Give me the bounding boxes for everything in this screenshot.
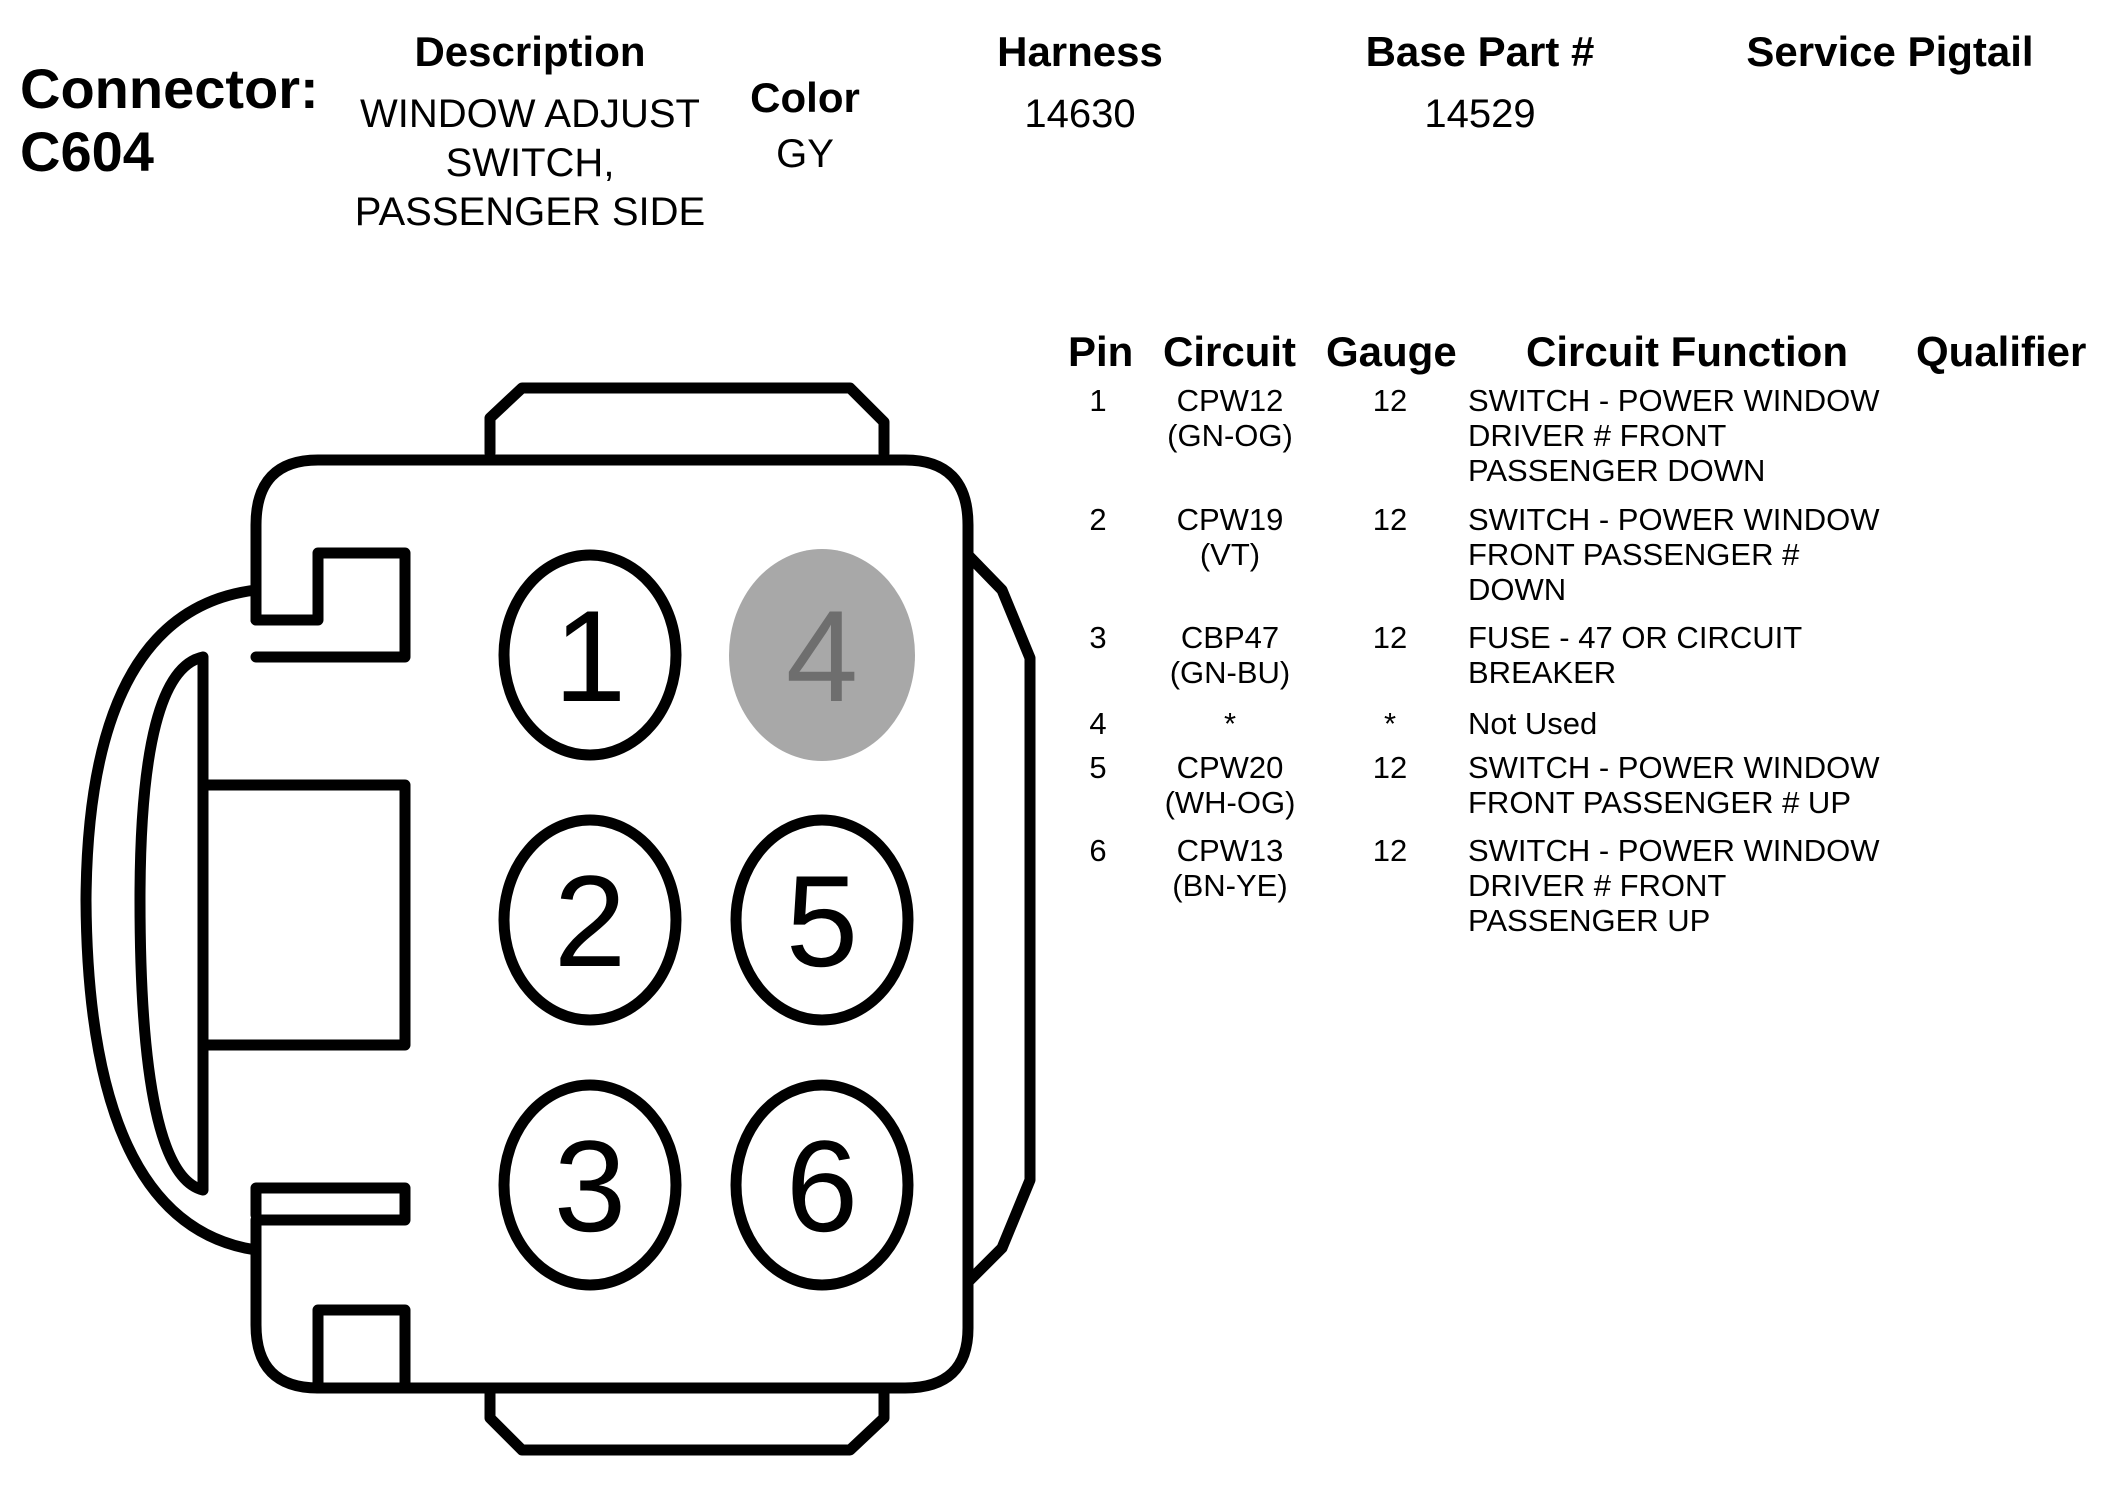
pin-number: 5 [1089, 750, 1107, 785]
gauge-cell: * [1383, 706, 1397, 741]
function-line: DRIVER # FRONT [1468, 868, 1727, 903]
header-circuit: Circuit [1163, 328, 1297, 375]
pin-layer [504, 549, 915, 1285]
description-line: SWITCH, [445, 140, 615, 185]
circuit-line: (GN-OG) [1167, 418, 1293, 453]
description-line: WINDOW ADJUST [360, 92, 700, 136]
circuit-line: (WH-OG) [1164, 785, 1296, 820]
pin-cavity-2 [504, 820, 676, 1020]
right-ramp [968, 555, 1030, 1282]
color-value: GY [776, 132, 834, 176]
pin-label: 2 [553, 848, 627, 994]
latch-inner-frame [140, 657, 203, 1190]
gauge-cell: 12 [1372, 502, 1408, 537]
pin-number: 1 [1089, 383, 1107, 418]
function-line: SWITCH - POWER WINDOW [1468, 502, 1880, 537]
header-circuit-function: Circuit Function [1526, 328, 1848, 375]
description-title: Description [414, 28, 646, 75]
connector-id: C604 [20, 119, 154, 183]
circuit-cell [1140, 383, 1320, 453]
function-line: PASSENGER DOWN [1468, 453, 1766, 488]
function-line: FRONT PASSENGER # UP [1468, 785, 1851, 820]
latch-recess [203, 785, 405, 1045]
upper-notch [256, 553, 405, 657]
lower-notch [318, 1310, 405, 1388]
circuit-function-cell [1468, 383, 1908, 488]
pin-number: 2 [1089, 502, 1107, 537]
circuit-cell [1140, 833, 1320, 903]
circuit-cell [1140, 620, 1320, 690]
circuit-line: (VT) [1199, 537, 1261, 572]
base-part-title: Base Part # [1365, 28, 1595, 75]
circuit-line: CBP47 [1180, 620, 1280, 655]
function-line: Not Used [1468, 706, 1598, 741]
service-pigtail-block [1700, 28, 2080, 90]
pin-label: 4 [785, 583, 859, 729]
circuit-function-cell [1468, 750, 1908, 820]
gauge-cell: 12 [1372, 620, 1408, 655]
function-line: SWITCH - POWER WINDOW [1468, 833, 1880, 868]
circuit-function-cell [1468, 502, 1908, 607]
circuit-line: (BN-YE) [1172, 868, 1288, 903]
pin-cavity-1 [504, 555, 676, 755]
function-line: DOWN [1468, 572, 1567, 607]
pin-cavity-6 [736, 1085, 908, 1285]
header-qualifier: Qualifier [1916, 328, 2087, 375]
connector-label: Connector: [20, 57, 319, 120]
pin-cavity-4 [729, 549, 915, 761]
circuit-function-cell [1468, 620, 1908, 690]
pin-cavity-3 [504, 1085, 676, 1285]
circuit-function-cell [1468, 706, 1908, 741]
circuit-function-cell [1468, 833, 1908, 938]
pin-cavity-5 [736, 820, 908, 1020]
pin-label: 3 [553, 1113, 627, 1259]
function-line: SWITCH - POWER WINDOW [1468, 750, 1880, 785]
header-pin: Pin [1068, 328, 1134, 375]
circuit-cell [1140, 750, 1320, 820]
function-line: BREAKER [1468, 655, 1617, 690]
function-line: FRONT PASSENGER # [1468, 537, 1800, 572]
circuit-line: (GN-BU) [1169, 655, 1291, 690]
description-line: PASSENGER SIDE [354, 189, 706, 234]
bottom-latch-tab [490, 1390, 884, 1450]
pin-label: 5 [785, 848, 859, 994]
harness-value: 14630 [1024, 92, 1136, 136]
circuit-line: CPW20 [1176, 750, 1284, 785]
pin-number: 3 [1089, 620, 1107, 655]
color-title: Color [750, 74, 860, 121]
circuit-line: CPW13 [1176, 833, 1284, 868]
pin-number: 4 [1089, 706, 1107, 741]
function-line: FUSE - 47 OR CIRCUIT [1468, 620, 1803, 655]
function-line: SWITCH - POWER WINDOW [1468, 383, 1880, 418]
circuit-cell [1140, 502, 1320, 572]
harness-title: Harness [997, 28, 1163, 75]
gauge-cell: 12 [1372, 383, 1408, 418]
circuit-cell [1140, 706, 1320, 741]
pin-label: 1 [553, 583, 627, 729]
header-gauge: Gauge [1326, 328, 1457, 375]
gauge-cell: 12 [1372, 750, 1408, 785]
gauge-cell: 12 [1372, 833, 1408, 868]
circuit-line: * [1223, 706, 1237, 741]
service-pigtail-title: Service Pigtail [1746, 28, 2034, 75]
function-line: PASSENGER UP [1468, 903, 1711, 938]
base-part-value: 14529 [1424, 92, 1536, 136]
pin-number: 6 [1089, 833, 1107, 868]
function-line: DRIVER # FRONT [1468, 418, 1727, 453]
top-latch-tab [490, 388, 884, 453]
pin-label: 6 [785, 1113, 859, 1259]
circuit-line: CPW12 [1176, 383, 1284, 418]
circuit-line: CPW19 [1176, 502, 1284, 537]
base-part-block [1330, 28, 1630, 139]
